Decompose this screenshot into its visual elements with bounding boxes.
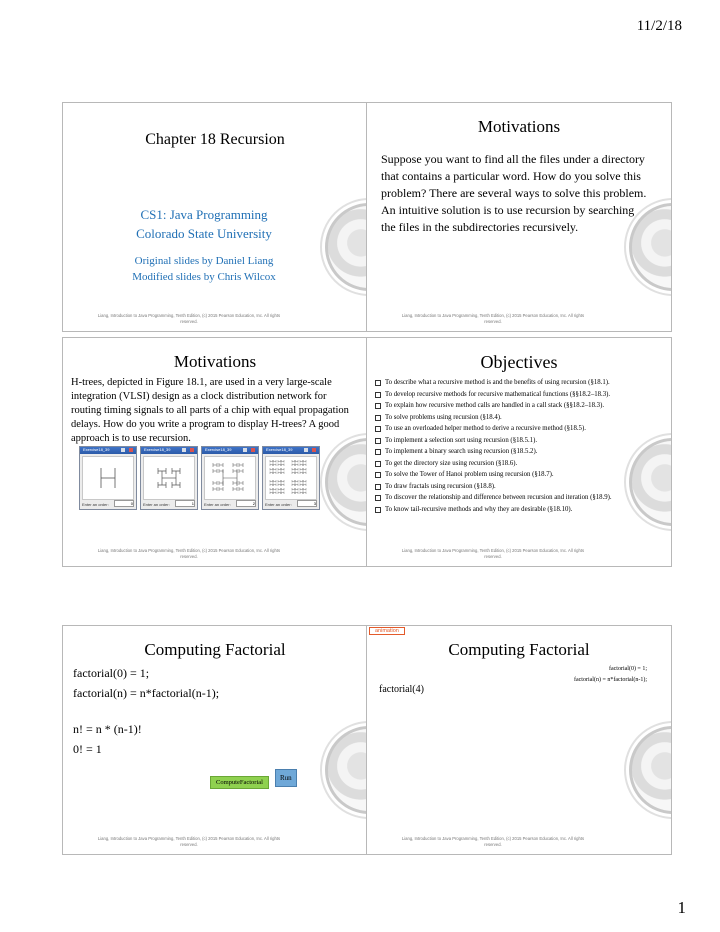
checkbox-bullet-icon [375,495,381,501]
close-icon [190,448,194,452]
window-titlebar [80,447,136,454]
slide-title: Computing Factorial [448,640,590,659]
htree-window-order-0 [79,446,137,510]
factorial-base: factorial(0) = 1; [608,666,647,672]
page-number: 1 [677,898,686,917]
slide-title: Motivations [477,117,561,136]
checkbox-bullet-icon [375,438,381,444]
list-item: To implement a selection sort using recursion (§18.5.1). [375,436,657,445]
slide-computing-factorial-animation [366,625,672,855]
slide-footer: Liang, Introduction to Java Programming, Tenth Edition, (c) 2015 Pearson Education, Inc. All rights reserved. [97,548,281,559]
htree-canvas [82,456,134,500]
list-item: To develop recursive methods for recursive mathematical functions (§§18.2–18.3). [375,390,657,399]
checkbox-bullet-icon [375,380,381,386]
animation-tag: animation [369,627,405,635]
slide-body: H-trees, depicted in Figure 18.1, are used in a very large-scale integration (VLSI) design as a clock distribution network for routing timing signals to all parts of a chip with equal propagation delays. How do you write a program to display H-trees? A good approach is to use recursion. [71,377,349,444]
order-input[interactable]: 3 [297,500,317,507]
checkbox-bullet-icon [375,449,381,455]
minimize-icon [243,448,247,452]
window-titlebar [202,447,258,454]
factorial-notation: n! = n * (n-1)! [73,722,142,736]
credit-modified: Modified slides by Chris Wilcox [132,271,276,283]
globe-logo-icon [325,726,368,814]
htree-order-2-icon [205,457,255,499]
order-input[interactable]: 2 [236,500,256,507]
slide-footer: Liang, Introduction to Java Programming, Tenth Edition, (c) 2015 Pearson Education, Inc. All rights reserved. [97,313,281,324]
slide-title: Chapter 18 Recursion [145,131,285,148]
checkbox-bullet-icon [375,507,381,513]
university-name: Colorado State University [136,226,272,241]
htree-canvas [143,456,195,500]
window-title: Exercise18_39 [83,447,110,452]
order-input[interactable]: 1 [175,500,195,507]
checkbox-bullet-icon [375,461,381,467]
compute-factorial-button[interactable]: ComputeFactorial [210,776,269,789]
minimize-icon [304,448,308,452]
window-title: Exercise18_39 [205,447,232,452]
slide-footer: Liang, Introduction to Java Programming, Tenth Edition, (c) 2015 Pearson Education, Inc. All rights reserved. [401,548,585,559]
course-info [63,205,345,243]
list-item: To explain how recursive method calls are handled in a call stack (§§18.2–18.3). [375,401,657,410]
htree-order-1-icon [144,457,194,499]
list-item: To describe what a recursive method is and the benefits of using recursion (§18.1). [375,378,657,387]
htree-canvas [265,456,317,500]
htree-order-3-icon [266,457,316,499]
window-title: Exercise18_39 [144,447,171,452]
checkbox-bullet-icon [375,415,381,421]
list-item: To get the directory size using recursion (§18.6). [375,459,657,468]
factorial-recursive: factorial(n) = n*factorial(n-1); [573,677,647,683]
window-title: Exercise18_39 [266,447,293,452]
checkbox-bullet-icon [375,484,381,490]
close-icon [129,448,133,452]
close-icon [251,448,255,452]
minimize-icon [182,448,186,452]
htree-window-order-1 [140,446,198,510]
list-item: To solve problems using recursion (§18.4). [375,413,657,422]
order-input[interactable]: 0 [114,500,134,507]
factorial-recursive: factorial(n) = n*factorial(n-1); [73,686,220,700]
slide-title: Objectives [480,352,558,372]
handout-date: 11/2/18 [636,18,682,34]
slide-title-recursion [62,102,368,332]
slide-motivations-htrees [62,337,368,567]
slide-computing-factorial [62,625,368,855]
factorial-zero: 0! = 1 [73,742,102,756]
credit-original: Original slides by Daniel Liang [134,255,274,267]
globe-logo-icon [629,203,672,291]
run-button[interactable]: Run [275,769,297,787]
slide-objectives [366,337,672,567]
htree-canvas [204,456,256,500]
globe-logo-icon [325,203,368,291]
globe-logo-icon [629,438,672,526]
globe-logo-icon [629,726,672,814]
order-label: Enter an order: [265,502,292,507]
slide-footer: Liang, Introduction to Java Programming, Tenth Edition, (c) 2015 Pearson Education, Inc. All rights reserved. [401,836,585,847]
slide-body: Suppose you want to find all the files under a directory that contains a particular word. How do you solve this problem? There are several ways to solve this problem. An intuitive solution is to use recursion by searching the files in the subdirectories recursively. [381,152,647,234]
credits [63,253,345,285]
factorial-base: factorial(0) = 1; [73,666,150,680]
objectives-list [375,378,657,516]
checkbox-bullet-icon [375,392,381,398]
slide-motivations-files [366,102,672,332]
list-item: To solve the Tower of Hanoi problem using recursion (§18.7). [375,470,657,479]
list-item: To use an overloaded helper method to derive a recursive method (§18.5). [375,424,657,433]
list-item: To draw fractals using recursion (§18.8). [375,482,657,491]
slide-footer: Liang, Introduction to Java Programming, Tenth Edition, (c) 2015 Pearson Education, Inc. All rights reserved. [97,836,281,847]
close-icon [312,448,316,452]
factorial-call: factorial(4) [379,684,424,695]
order-label: Enter an order: [82,502,109,507]
checkbox-bullet-icon [375,426,381,432]
htree-window-order-3 [262,446,320,510]
slide-title: Motivations [173,352,257,371]
globe-logo-icon [325,438,368,526]
course-name: CS1: Java Programming [140,207,268,222]
slide-footer: Liang, Introduction to Java Programming, Tenth Edition, (c) 2015 Pearson Education, Inc. All rights reserved. [401,313,585,324]
checkbox-bullet-icon [375,472,381,478]
checkbox-bullet-icon [375,403,381,409]
window-titlebar [141,447,197,454]
list-item: To implement a binary search using recursion (§18.5.2). [375,447,657,456]
minimize-icon [121,448,125,452]
slide-title: Computing Factorial [144,640,286,659]
list-item: To know tail-recursive methods and why they are desirable (§18.10). [375,505,657,514]
list-item: To discover the relationship and difference between recursion and iteration (§18.9). [375,493,657,502]
window-titlebar [263,447,319,454]
order-label: Enter an order: [204,502,231,507]
order-label: Enter an order: [143,502,170,507]
htree-order-0-icon [83,457,133,499]
htree-window-order-2 [201,446,259,510]
